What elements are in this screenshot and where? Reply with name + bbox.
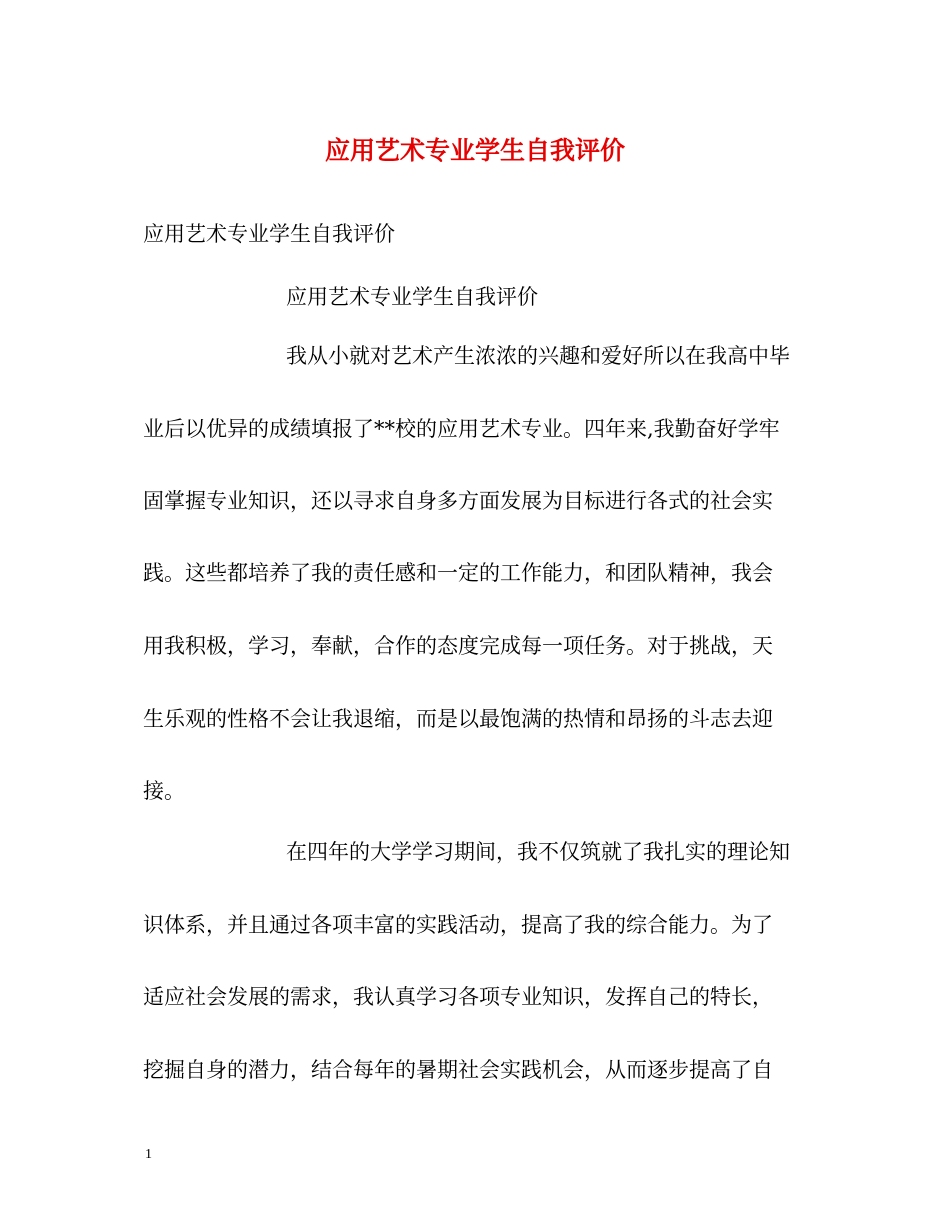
- paragraph-2-line-2: 识体系，并且通过各项丰富的实践活动，提高了我的综合能力。为了: [143, 913, 773, 937]
- paragraph-2-line-3: 适应社会发展的需求，我认真学习各项专业知识，发挥自己的特长，: [143, 985, 773, 1009]
- paragraph-2-line-1: 在四年的大学学习期间，我不仅筑就了我扎实的理论知: [286, 840, 790, 864]
- paragraph-1-line-6: 生乐观的性格不会让我退缩，而是以最饱满的热情和昂扬的斗志去迎: [143, 707, 773, 731]
- page-title: 应用艺术专业学生自我评价: [324, 136, 625, 165]
- document-subtitle: 应用艺术专业学生自我评价: [143, 222, 395, 246]
- document-subtitle-indented: 应用艺术专业学生自我评价: [286, 285, 538, 309]
- page-number: 1: [145, 1147, 152, 1162]
- paragraph-1-line-2: 业后以优异的成绩填报了**校的应用艺术专业。四年来,我勤奋好学牢: [143, 417, 780, 441]
- paragraph-1-line-1: 我从小就对艺术产生浓浓的兴趣和爱好所以在我高中毕: [286, 344, 790, 368]
- paragraph-2-line-4: 挖掘自身的潜力，结合每年的暑期社会实践机会，从而逐步提高了自: [143, 1058, 773, 1082]
- paragraph-1-line-3: 固掌握专业知识，还以寻求自身多方面发展为目标进行各式的社会实: [143, 489, 773, 513]
- paragraph-1-line-7: 接。: [143, 779, 185, 803]
- paragraph-1-line-5: 用我积极，学习，奉献，合作的态度完成每一项任务。对于挑战，天: [143, 634, 773, 658]
- paragraph-1-line-4: 践。这些都培养了我的责任感和一定的工作能力，和团队精神，我会: [143, 561, 773, 585]
